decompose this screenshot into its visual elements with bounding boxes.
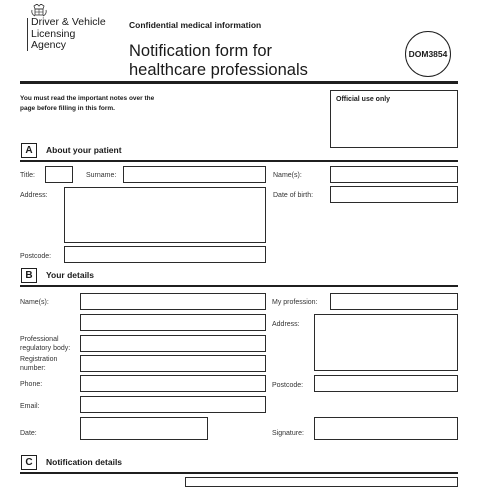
registration-number-label [20,355,57,373]
patient-title-label: Title: [20,172,35,179]
your-postcode-label: Postcode: [272,382,304,389]
notification-details-input[interactable] [185,477,458,487]
important-notes [20,94,154,114]
patient-address-input[interactable] [64,187,266,243]
section-b-letter: B [21,268,37,283]
section-a-letter: A [21,143,37,158]
section-c-rule [20,472,458,474]
patient-dob-label: Date of birth: [273,192,314,199]
profession-input[interactable] [330,293,458,310]
official-use-box [330,90,458,148]
profession-label: My profession: [272,299,318,306]
your-names-input-2[interactable] [80,314,266,331]
regulatory-label-line-1: Professional [20,336,59,343]
agency-line-3: Agency [31,39,67,51]
email-input[interactable] [80,396,266,413]
patient-postcode-label: Postcode: [20,253,52,260]
section-b-title: Your details [46,270,95,280]
patient-names-input[interactable] [330,166,458,183]
notes-line-1: You must read the important notes over the [20,95,155,102]
section-b-rule [20,285,458,287]
date-label: Date: [20,430,37,437]
phone-input[interactable] [80,375,266,392]
form-code-badge [405,31,451,77]
your-names-input[interactable] [80,293,266,310]
patient-dob-input[interactable] [330,186,458,203]
your-address-input[interactable] [314,314,458,371]
patient-postcode-input[interactable] [64,246,266,263]
page-title-line-1: Notification form for [129,42,273,60]
patient-title-input[interactable] [45,166,73,183]
patient-names-label: Name(s): [273,172,302,179]
agency-logo-bar [27,18,28,51]
form-code: DOM3854 [408,49,448,59]
registration-number-input[interactable] [80,355,266,372]
signature-label: Signature: [272,430,304,437]
regulatory-label-line-2: regulatory body: [20,345,71,352]
page-title [129,42,308,80]
patient-surname-label: Surname: [86,172,117,179]
section-a-rule [20,160,458,162]
section-a-title: About your patient [46,145,122,155]
official-use-label: Official use only [336,96,391,103]
section-c-title: Notification details [46,457,123,467]
confidential-heading: Confidential medical information [129,20,262,30]
your-names-label: Name(s): [20,299,49,306]
section-c-letter: C [21,455,37,470]
agency-line-2: Licensing [31,27,76,40]
header-rule [20,81,458,84]
agency-name [31,17,106,52]
patient-surname-input[interactable] [123,166,266,183]
registration-label-line-2: number: [20,365,46,372]
regulatory-body-label [20,335,70,353]
regulatory-body-input[interactable] [80,335,266,352]
notes-line-2: page before filling in this form. [20,105,115,112]
registration-label-line-1: Registration [20,356,58,363]
your-address-label: Address: [272,321,300,328]
phone-label: Phone: [20,381,43,388]
your-postcode-input[interactable] [314,375,458,392]
date-input[interactable] [80,417,208,440]
signature-input[interactable] [314,417,458,440]
email-label: Email: [20,403,40,410]
patient-address-label: Address: [20,192,48,199]
page-title-line-2: healthcare professionals [129,61,308,79]
agency-line-1: Driver & Vehicle [31,16,106,28]
